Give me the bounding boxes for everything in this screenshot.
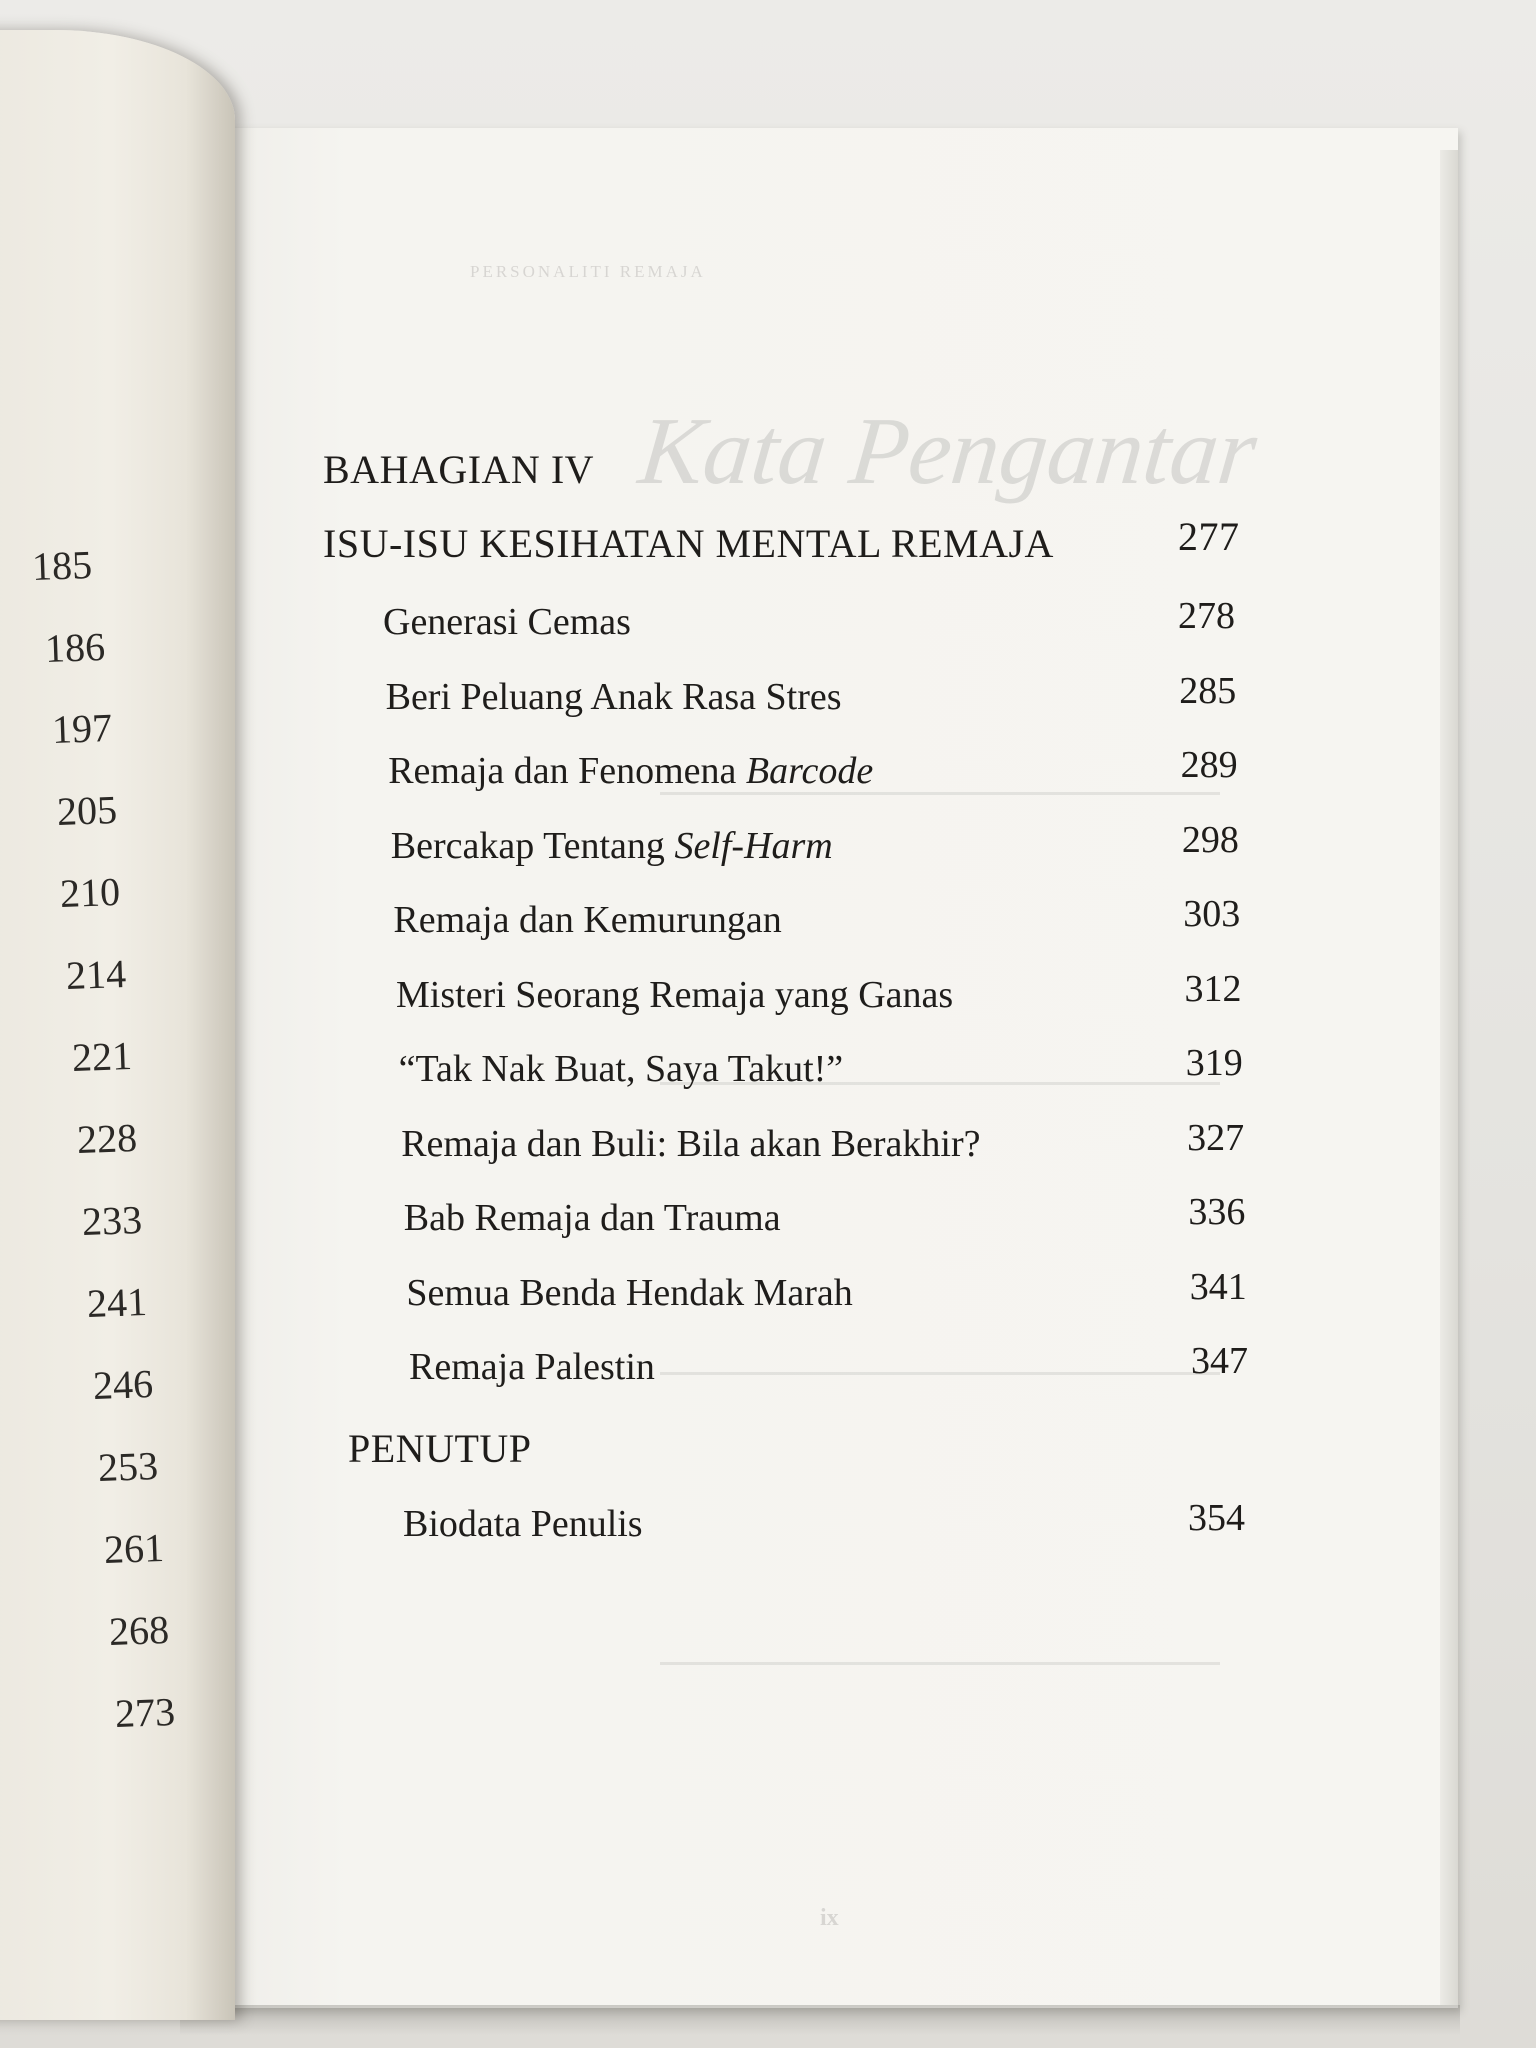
toc-entry-page-number: 341	[1189, 1265, 1247, 1308]
toc-entry-title: Remaja dan Buli: Bila akan Berakhir?	[401, 1122, 981, 1165]
toc-entry	[409, 1345, 655, 1389]
toc-entry-page-number: 336	[1188, 1191, 1246, 1233]
left-page	[0, 30, 235, 2020]
left-page-number: 253	[97, 1442, 159, 1491]
left-page-number: 228	[76, 1114, 138, 1163]
page-shadow	[180, 2005, 1460, 2035]
toc-entry-title-italic: Self-Harm	[674, 824, 833, 867]
show-through-page-number: ix	[820, 1905, 839, 1931]
left-page-number: 210	[59, 868, 121, 917]
toc-entry-title-italic: Barcode	[745, 750, 874, 792]
left-page-number: 214	[65, 950, 127, 999]
toc-entry-title: Remaja dan Kemurungan	[393, 899, 782, 941]
toc-entry-title: Remaja dan Fenomena	[388, 750, 746, 792]
toc-entry-title: Semua Benda Hendak Marah	[406, 1271, 853, 1314]
toc-entry	[388, 749, 873, 793]
section-title: ISU-ISU KESIHATAN MENTAL REMAJA	[323, 521, 1054, 566]
show-through-running-header: PERSONALITI REMAJA	[470, 262, 706, 281]
toc-entry	[404, 1196, 781, 1240]
left-page-number: 185	[31, 541, 93, 590]
toc-entry-title: Bercakap Tentang	[390, 824, 675, 867]
left-page-number: 261	[103, 1524, 165, 1573]
toc-entry-title: Remaja Palestin	[409, 1346, 655, 1388]
toc-entry-page-number: 298	[1181, 818, 1239, 861]
toc-entry	[386, 675, 842, 719]
toc-entry	[403, 1502, 643, 1546]
toc-entry-page-number: 319	[1185, 1042, 1243, 1084]
toc-entry	[401, 1122, 980, 1166]
show-through-title: Kata Pengantar	[634, 397, 1262, 504]
closing-label: PENUTUP	[348, 1426, 532, 1471]
show-through-line	[660, 1662, 1220, 1665]
left-page-number: 186	[44, 623, 106, 672]
toc-entry-title: Generasi Cemas	[383, 601, 631, 643]
toc-entry	[383, 600, 631, 644]
toc-entry-page-number: 312	[1184, 967, 1242, 1010]
section-page-number: 277	[1178, 514, 1240, 559]
toc-entry	[393, 898, 781, 942]
toc-entry-page-number: 278	[1178, 595, 1235, 637]
show-through-line	[660, 1372, 1220, 1375]
left-page-number: 273	[114, 1688, 176, 1737]
toc-entry-title: “Tak Nak Buat, Saya Takut!”	[398, 1048, 844, 1090]
toc-entry-page-number: 327	[1187, 1116, 1245, 1159]
toc-entry-title: Misteri Seorang Remaja yang Ganas	[396, 973, 954, 1016]
toc-entry-title: Beri Peluang Anak Rasa Stres	[385, 675, 842, 718]
toc-entry	[391, 824, 833, 868]
toc-entry	[406, 1271, 852, 1315]
left-page-number: 205	[56, 786, 118, 835]
toc-entry-title: Biodata Penulis	[403, 1503, 643, 1545]
toc-entry-page-number: 347	[1191, 1340, 1248, 1382]
toc-entry-page-number: 354	[1188, 1497, 1245, 1539]
toc-entry	[399, 1047, 844, 1091]
section-label: BAHAGIAN IV	[323, 447, 595, 492]
left-page-number: 241	[86, 1278, 148, 1327]
left-page-number: 221	[71, 1032, 133, 1081]
toc-entry	[396, 973, 953, 1017]
left-page-number: 197	[51, 704, 113, 753]
page-edge	[1440, 150, 1458, 2005]
left-page-number: 246	[92, 1360, 154, 1409]
toc-entry-title: Bab Remaja dan Trauma	[403, 1197, 781, 1239]
toc-entry-page-number: 289	[1180, 744, 1238, 786]
toc-entry-page-number: 285	[1179, 669, 1237, 712]
toc-entry-page-number: 303	[1183, 893, 1241, 935]
left-page-number: 233	[81, 1196, 143, 1245]
left-page-number: 268	[108, 1606, 170, 1655]
